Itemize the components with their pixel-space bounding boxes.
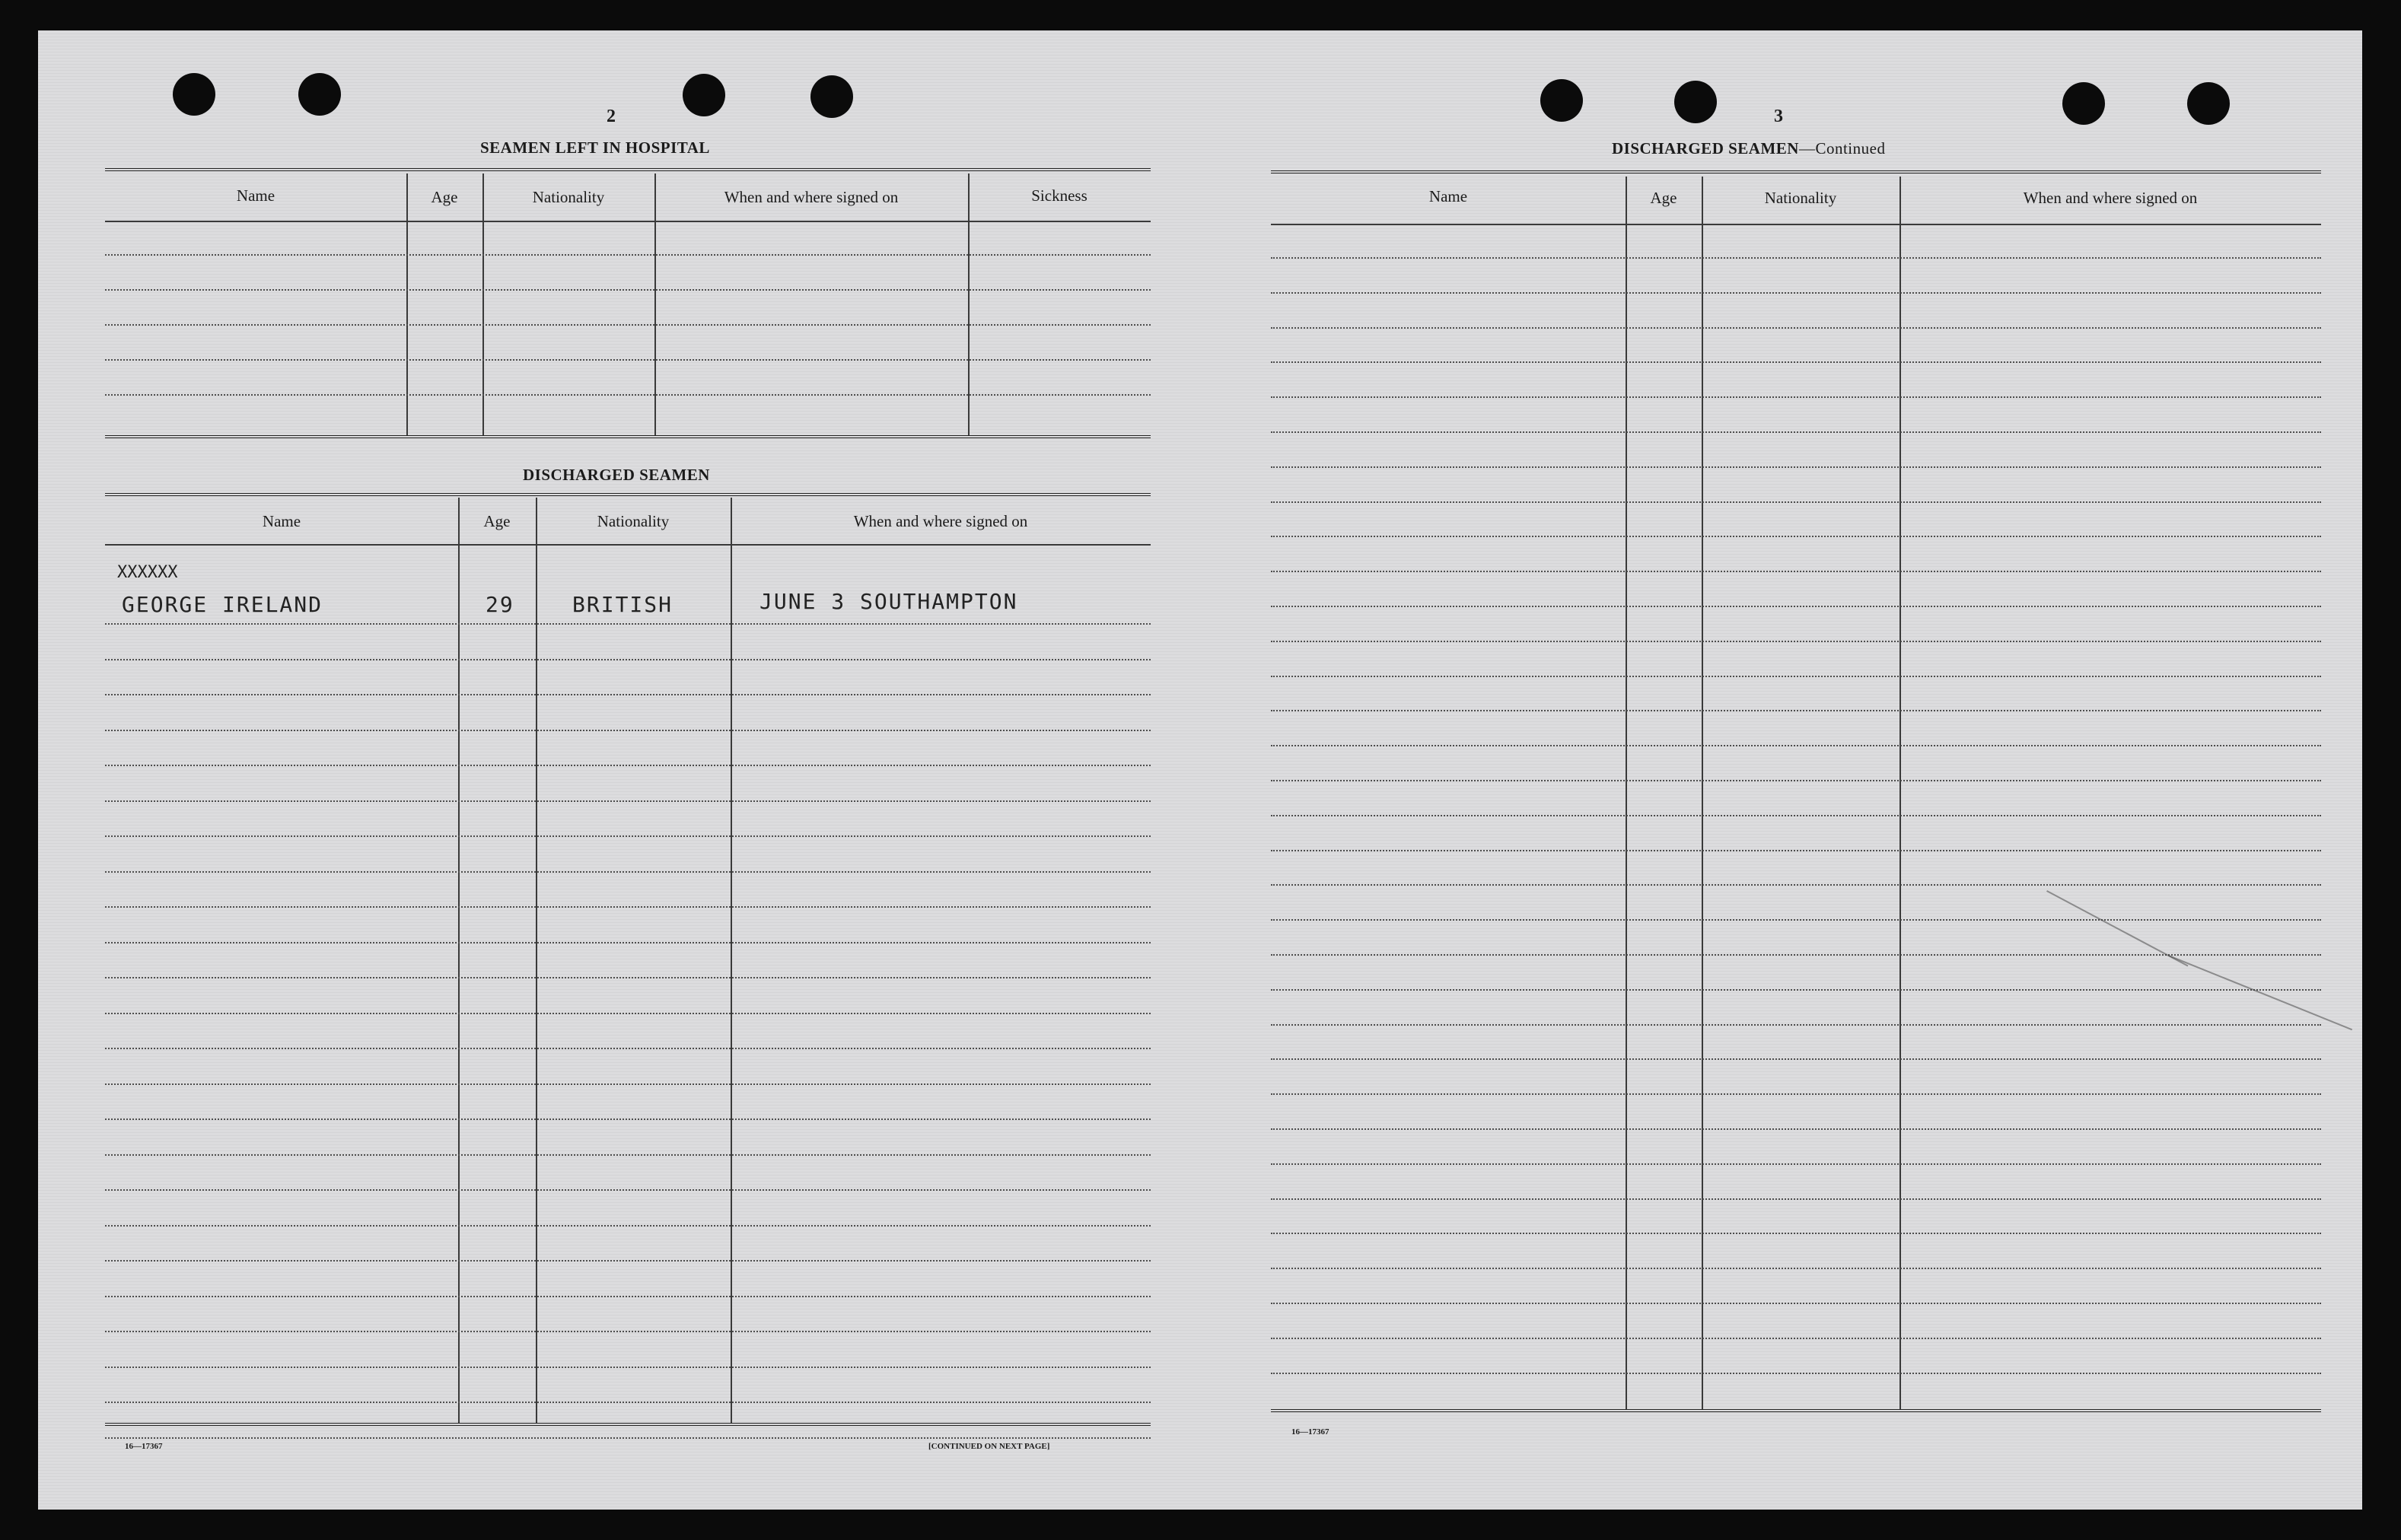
row-rule <box>1271 431 2321 433</box>
punch-hole <box>1674 81 1717 123</box>
page-number-left: 2 <box>607 107 616 126</box>
row-rule <box>105 1154 1151 1156</box>
row-rule <box>1271 641 2321 642</box>
discharged-continued-label: DISCHARGED SEAMEN <box>1612 139 1799 158</box>
row-rule <box>105 1437 1151 1439</box>
row-rule <box>1271 1303 2321 1304</box>
struck-out-name: XXXXXX <box>117 563 178 582</box>
hospital-header-signed-on: When and where signed on <box>724 188 899 206</box>
right-header-nationality: Nationality <box>1764 189 1837 207</box>
row-rule <box>105 906 1151 908</box>
row-rule <box>1271 1128 2321 1130</box>
row-rule <box>105 871 1151 873</box>
punch-hole <box>2062 82 2105 125</box>
row-rule <box>1271 1058 2321 1060</box>
punch-hole <box>173 73 215 116</box>
row-rule <box>1271 1024 2321 1026</box>
row-rule <box>1271 361 2321 363</box>
row-rule <box>1271 1093 2321 1095</box>
discharged-table-bottom-border <box>105 1423 1151 1426</box>
row-rule <box>1271 1233 2321 1234</box>
row-rule <box>105 1083 1151 1085</box>
right-header-age: Age <box>1650 189 1677 207</box>
discharged-header-age: Age <box>483 512 511 530</box>
row-rule <box>1271 989 2321 991</box>
punch-hole <box>1540 79 1583 122</box>
page-number-right: 3 <box>1774 107 1783 126</box>
punch-hole <box>683 74 725 116</box>
right-table-rows <box>1271 224 2321 1409</box>
row-rule <box>105 1048 1151 1049</box>
row-rule <box>105 1118 1151 1120</box>
row-rule <box>1271 606 2321 607</box>
hospital-section-title: SEAMEN LEFT IN HOSPITAL <box>480 138 710 157</box>
row-rule <box>105 835 1151 837</box>
discharged-section-title: DISCHARGED SEAMEN <box>523 466 710 484</box>
hospital-header-name: Name <box>236 186 275 205</box>
row-rule <box>105 694 1151 695</box>
hospital-header-age: Age <box>431 188 458 206</box>
discharged-header-nationality: Nationality <box>597 512 670 530</box>
row-rule <box>105 1402 1151 1403</box>
row-rule <box>105 765 1151 766</box>
discharged-header-signed-on: When and where signed on <box>853 512 1028 530</box>
row-rule <box>1271 815 2321 816</box>
row-rule <box>1271 292 2321 294</box>
row-rule <box>1271 257 2321 259</box>
row-rule <box>1271 919 2321 921</box>
row-rule <box>105 659 1151 660</box>
row-rule <box>1271 1338 2321 1339</box>
row-rule <box>105 800 1151 802</box>
hospital-table-bottom-border <box>105 435 1151 438</box>
seaman-signed-on: JUNE 3 SOUTHAMPTON <box>759 589 1018 614</box>
row-rule <box>105 1367 1151 1368</box>
row-rule <box>105 1331 1151 1332</box>
discharged-header-name: Name <box>262 512 301 530</box>
row-rule <box>1271 1268 2321 1269</box>
right-table-top-border <box>1271 170 2321 173</box>
seaman-nationality: BRITISH <box>572 592 673 617</box>
discharged-table-top-border <box>105 493 1151 496</box>
form-number-left: 16—17367 <box>125 1442 163 1451</box>
manifest-sheet <box>38 30 2362 1510</box>
punch-hole <box>298 73 341 116</box>
continued-suffix: —Continued <box>1798 139 1886 158</box>
row-rule <box>1271 850 2321 851</box>
discharged-continued-title <box>1612 139 1885 158</box>
row-rule <box>1271 954 2321 956</box>
continued-note: [CONTINUED ON NEXT PAGE] <box>928 1442 1050 1451</box>
row-rule <box>1271 327 2321 329</box>
hospital-table-rows <box>105 221 1151 435</box>
row-rule <box>1271 466 2321 468</box>
punch-hole <box>2187 82 2230 125</box>
right-table-bottom-border <box>1271 1409 2321 1412</box>
row-rule <box>1271 1163 2321 1165</box>
right-header-name: Name <box>1428 187 1468 205</box>
row-rule <box>1271 1373 2321 1374</box>
right-header-signed-on: When and where signed on <box>2023 189 2198 207</box>
hospital-header-nationality: Nationality <box>532 188 605 206</box>
row-rule <box>105 1296 1151 1297</box>
row-rule <box>1271 396 2321 398</box>
discharged-table-rows <box>105 544 1151 1423</box>
row-rule <box>105 623 1151 625</box>
hospital-header-sickness: Sickness <box>1031 186 1087 205</box>
row-rule <box>1271 676 2321 677</box>
row-rule <box>105 1013 1151 1014</box>
row-rule <box>1271 1198 2321 1200</box>
row-rule <box>1271 501 2321 503</box>
row-rule <box>1271 884 2321 886</box>
row-rule <box>1271 571 2321 572</box>
row-rule <box>1271 710 2321 711</box>
row-rule <box>105 942 1151 943</box>
row-rule <box>105 1189 1151 1191</box>
row-rule <box>105 977 1151 978</box>
row-rule <box>105 1260 1151 1262</box>
punch-hole <box>810 75 853 118</box>
row-rule <box>1271 745 2321 746</box>
row-rule <box>105 1225 1151 1227</box>
row-rule <box>1271 780 2321 781</box>
hospital-table-top-border <box>105 168 1151 171</box>
row-rule <box>1271 536 2321 537</box>
seaman-name: GEORGE IRELAND <box>122 592 323 617</box>
seaman-age: 29 <box>486 592 514 617</box>
form-number-right: 16—17367 <box>1291 1427 1329 1437</box>
row-rule <box>105 730 1151 731</box>
